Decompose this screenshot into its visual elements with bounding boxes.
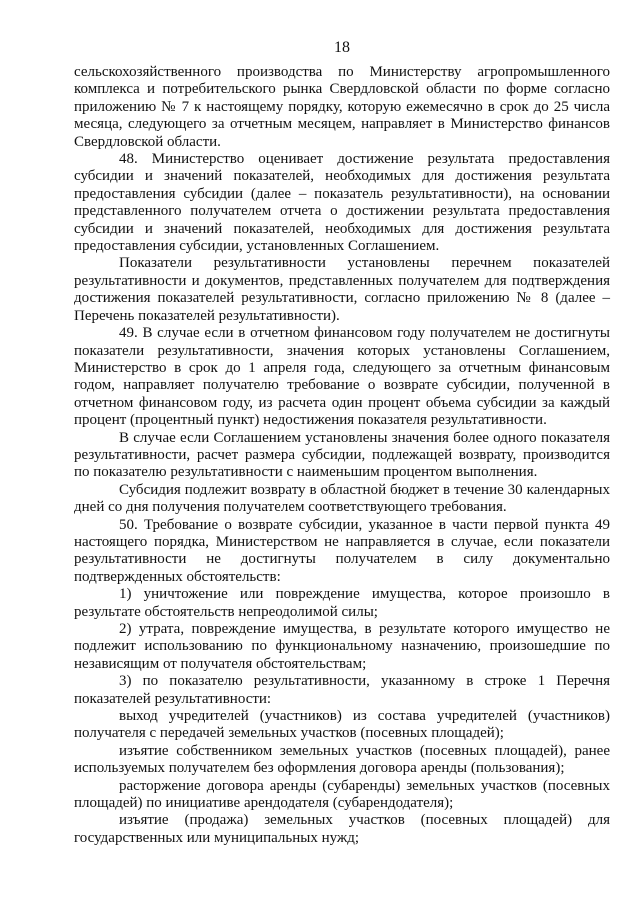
paragraph: Показатели результативности установлены перечнем показателей результативности и документов, представленных получателем для подтверждения достижения показателей результативности, согласно приложению № 8 (далее – Перечень показателей результативности).: [74, 255, 610, 324]
document-page: [74, 38, 610, 847]
sub-list-item: расторжение договора аренды (субаренды) земельных участков (посевных площадей) по инициативе арендодателя (субарендодателя);: [74, 777, 610, 812]
sub-list-item: изъятие собственником земельных участков (посевных площадей), ранее используемых получателем без оформления договора аренды (пользования);: [74, 742, 610, 777]
paragraph: Субсидия подлежит возврату в областной бюджет в течение 30 календарных дней со дня получения получателем соответствующего требования.: [74, 481, 610, 516]
sub-list-item: выход учредителей (участников) из состава учредителей (участников) получателя с передачей земельных участков (посевных площадей);: [74, 708, 610, 742]
document-body: [74, 64, 610, 847]
list-item: 2) утрата, повреждение имущества, в результате которого имущество не подлежит использованию по функциональному назначению, произошедшие по независящим от получателя обстоятельствам;: [74, 621, 610, 672]
list-item: 1) уничтожение или повреждение имущества, которое произошло в результате обстоятельств непреодолимой силы;: [74, 586, 610, 620]
paragraph: 48. Министерство оценивает достижение результата предоставления субсидии и значений показателей, необходимых для достижения результата предоставления субсидии (далее – показатель результативности), на основании представленного получателем отчета о достижении результата предоставления субсидии и значений показателей, необходимых для достижения результата предоставления субсидии, установленных Соглашением.: [74, 151, 610, 255]
paragraph: 50. Требование о возврате субсидии, указанное в части первой пункта 49 настоящего порядка, Министерством не направляется в случае, если показатели результативности не достигнуты получателем в силу документально подтвержденных обстоятельств:: [74, 516, 610, 585]
sub-list-item: изъятие (продажа) земельных участков (посевных площадей) для государственных или муниципальных нужд;: [74, 812, 610, 846]
page-number: 18: [334, 39, 350, 56]
paragraph: 49. В случае если в отчетном финансовом году получателем не достигнуты показатели результативности, значения которых установлены Соглашением, Министерство в срок до 1 апреля года, следующего за отчетным финансовым годом, направляет получателю требование о возврате субсидии, полученной в отчетном финансовом году, из расчета один процент объема субсидии за каждый процент (процентный пункт) недостижения показателя результативности.: [74, 325, 610, 429]
list-item: 3) по показателю результативности, указанному в строке 1 Перечня показателей результативности:: [74, 673, 610, 707]
paragraph: В случае если Соглашением установлены значения более одного показателя результативности, расчет размера субсидии, подлежащей возврату, производится по показателю результативности с наименьшим процентом выполнения.: [74, 429, 610, 481]
paragraph: сельскохозяйственного производства по Министерству агропромышленного комплекса и потребительского рынка Свердловской области по форме согласно приложению № 7 к настоящему порядку, которую ежемесячно в срок до 25 числа месяца, следующего за отчетным месяцем, направляет в Министерство финансов Свердловской области.: [74, 64, 610, 150]
